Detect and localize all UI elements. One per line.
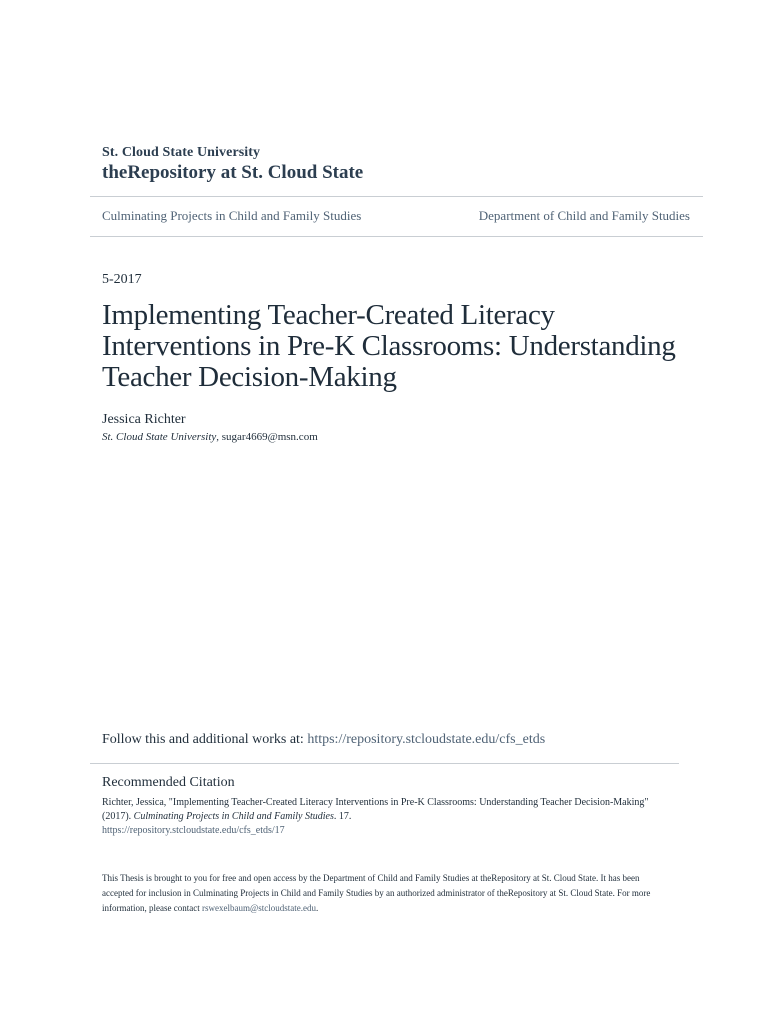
citation-number: . 17. xyxy=(333,811,352,822)
citation-link[interactable]: https://repository.stcloudstate.edu/cfs_etds/17 xyxy=(102,825,285,836)
paper-title: Implementing Teacher-Created Literacy Interventions in Pre-K Classrooms: Understanding Teacher Decision-Making xyxy=(102,299,676,393)
author-name: Jessica Richter xyxy=(102,412,186,427)
notice-end: . xyxy=(315,903,319,913)
department-link[interactable]: Department of Child and Family Studies xyxy=(478,208,690,223)
citation-body: Richter, Jessica, "Implementing Teacher-Created Literacy Interventions in Pre-K Classrooms: Understanding Teacher Decision-Making" (2017). xyxy=(102,797,649,822)
publication-date: 5-2017 xyxy=(102,272,142,287)
divider-citation xyxy=(90,763,679,764)
citation-heading: Recommended Citation xyxy=(102,775,235,790)
citation-series: Culminating Projects in Child and Family Studies xyxy=(133,811,334,822)
university-name: St. Cloud State University xyxy=(102,145,261,160)
notice-text: This Thesis is brought to you for free and open access by the Department of Child and Family Studies at theRepository at St. Cloud State. It has been accepted for inclusion in Culminating Projects in Child and Family Studies by an authorized administrator of theRepository at St. Cloud State. For more information, please contact xyxy=(102,873,651,913)
collection-link[interactable]: Culminating Projects in Child and Family Studies xyxy=(102,208,362,223)
access-notice xyxy=(102,871,672,916)
contact-email-link[interactable]: rswexelbaum@stcloudstate.edu xyxy=(201,903,316,913)
author-affiliation xyxy=(102,431,318,443)
author-email: , sugar4669@msn.com xyxy=(216,431,318,443)
divider-top xyxy=(90,196,703,197)
follow-label: Follow this and additional works at: xyxy=(102,732,308,747)
repository-link[interactable]: theRepository at St. Cloud State xyxy=(102,162,364,183)
follow-link[interactable]: https://repository.stcloudstate.edu/cfs_etds xyxy=(307,732,546,747)
affiliation-name: St. Cloud State University xyxy=(102,431,217,443)
divider-middle xyxy=(90,236,703,237)
citation-text xyxy=(102,796,662,838)
follow-line xyxy=(102,732,545,748)
